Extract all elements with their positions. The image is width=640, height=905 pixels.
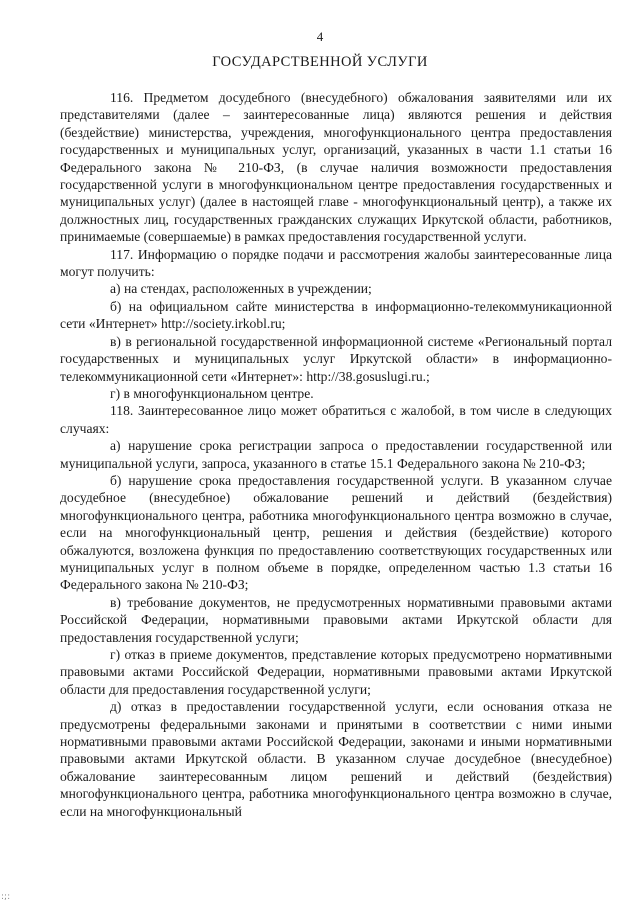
section-heading: ГОСУДАРСТВЕННОЙ УСЛУГИ: [212, 54, 428, 70]
paragraph-117: 117. Информацию о порядке подачи и рассмотрения жалобы заинтересованные лица могут получить:: [60, 246, 612, 280]
item-117-a: а) на стендах, расположенных в учреждении;: [110, 281, 372, 297]
item-118-a: а) нарушение срока регистрации запроса о предоставлении государственной или муниципальной услуги, запроса, указанного в статье 15.1 Федерального закона № 210-ФЗ;: [60, 438, 612, 471]
item-118-v: в) требование документов, не предусмотренных нормативными правовыми актами Российской Федерации, нормативными правовыми актами Иркутской области для предоставления государственной услуги;: [60, 594, 612, 645]
paragraph-116: 116. Предметом досудебного (внесудебного) обжалования заявителями или их представителями (далее – заинтересованные лица) являются решения и действия (бездействие) министерства, учреждения, многофункционального центра предоставления государственных и муниципальных услуг, организаций, указанных в части 1.1 статьи 16 Федерального закона № 210-ФЗ, (в случае наличия возможности предоставления государственной услуги в многофункциональном центре предоставления государственных и муниципальных услуг) (далее в настоящей главе - многофункциональный центр), а также их должностных лиц, государственных гражданских служащих Иркутской области, работников, принимаемые (совершаемые) в рамках предоставления государственной услуги.: [60, 90, 612, 245]
paragraph-118: 118. Заинтересованное лицо может обратиться с жалобой, в том числе в следующих случаях:: [60, 403, 612, 436]
item-117-b: б) на официальном сайте министерства в информационно-телекоммуникационной сети «Интернет» http://society.irkobl.ru;: [60, 298, 612, 332]
page-number: 4: [316, 29, 324, 44]
item-118-g: г) отказ в приеме документов, представление которых предусмотрено нормативными правовыми актами Российской Федерации, нормативными правовыми актами Иркутской области для предоставления государственной услуги;: [60, 647, 612, 697]
document-body: [60, 89, 612, 820]
scan-margin-marks: :;:: [1, 892, 11, 902]
item-118-b: б) нарушение срока предоставления государственной услуги. В указанном случае досудебное (внесудебное) обжалование решений и действий (бездействия) многофункционального центра, работника многофункционального центра возможно в случае, если на многофункциональный центр, решения и действия (бездействие) которого обжалуются, возложена функция по предоставлению соответствующих государственных или муниципальных услуг в полном объеме в порядке, определенном частью 1.3 статьи 16 Федерального закона № 210-ФЗ;: [60, 472, 612, 593]
item-117-g: г) в многофункциональном центре.: [110, 385, 314, 401]
item-117-v: в) в региональной государственной информационной системе «Региональный портал государственных и муниципальных услуг Иркутской области» в информационно-телекоммуникационной сети «Интернет»: http://38.gosuslugi.ru.;: [60, 333, 612, 384]
item-118-d: д) отказ в предоставлении государственной услуги, если основания отказа не предусмотрены федеральными законами и принятыми в соответствии с ними иными нормативными правовыми актами Российской Федерации, законами и иными нормативными правовыми актами Иркутской области. В указанном случае досудебное (внесудебное) обжалование заинтересованным лицом решений и действий (бездействия) многофункционального центра, работника многофункционального центра возможно в случае, если на многофункциональный: [60, 699, 612, 819]
